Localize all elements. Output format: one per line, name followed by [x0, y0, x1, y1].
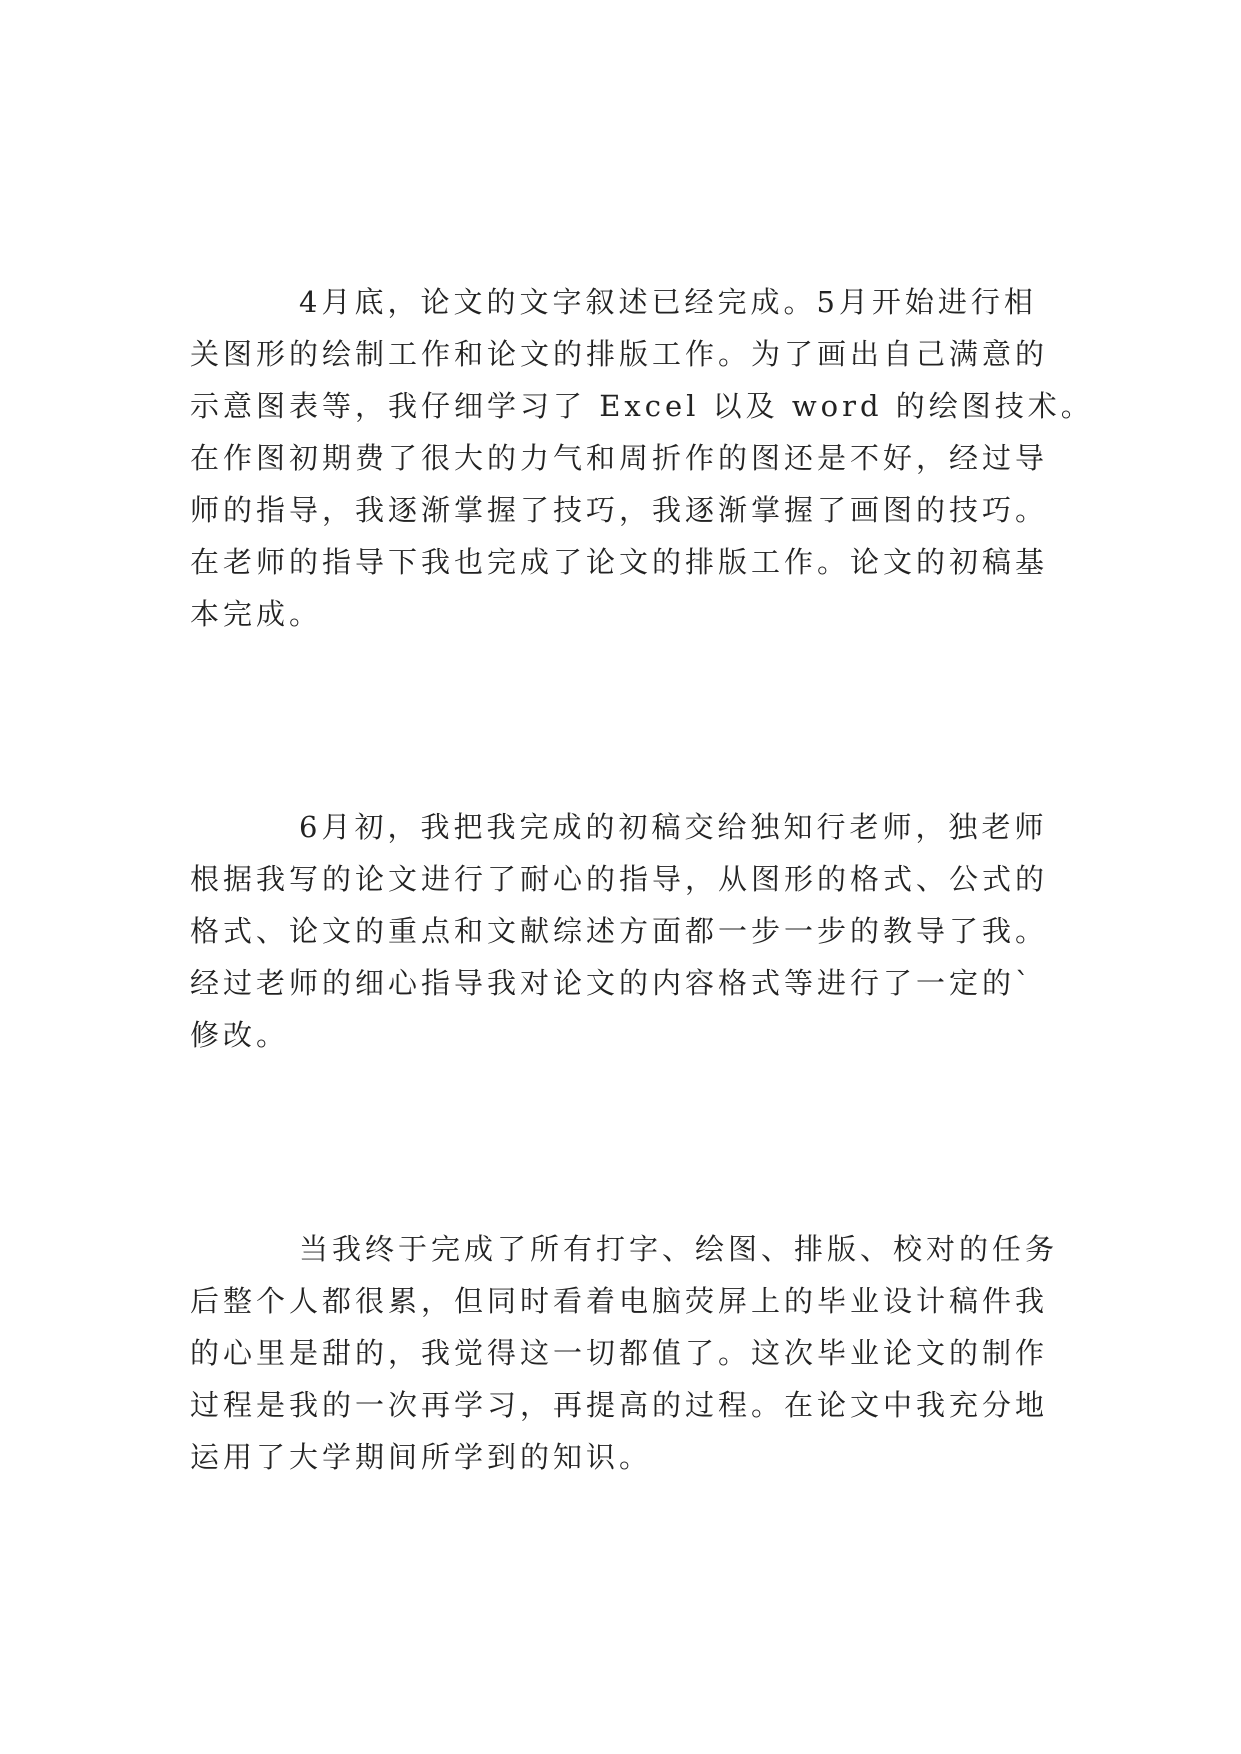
paragraph-line: 6月初，我把我完成的初稿交给独知行老师，独老师	[299, 810, 1048, 844]
paragraph-line: 在老师的指导下我也完成了论文的排版工作。论文的初稿基	[190, 545, 1049, 579]
paragraph-line: 根据我写的论文进行了耐心的指导，从图形的格式、公式的	[190, 862, 1049, 896]
paragraph-line: 的心里是甜的，我觉得这一切都值了。这次毕业论文的制作	[190, 1336, 1049, 1370]
paragraph-line: 师的指导，我逐渐掌握了技巧，我逐渐掌握了画图的技巧。	[190, 493, 1049, 527]
paragraph-line: 运用了大学期间所学到的知识。	[190, 1440, 653, 1474]
paragraph-line: 关图形的绘制工作和论文的排版工作。为了画出自己满意的	[190, 337, 1049, 371]
paragraph-line: 4月底，论文的文字叙述已经完成。5月开始进行相	[299, 285, 1037, 319]
paragraph-line: 过程是我的一次再学习，再提高的过程。在论文中我充分地	[190, 1388, 1049, 1422]
paragraph-line: 格式、论文的重点和文献综述方面都一步一步的教导了我。	[190, 914, 1049, 948]
paragraph-line: 本完成。	[190, 597, 323, 631]
paragraph-line: 示意图表等，我仔细学习了 Excel 以及 word 的绘图技术。	[190, 389, 1094, 423]
paragraph-line: 在作图初期费了很大的力气和周折作的图还是不好，经过导	[190, 441, 1049, 475]
paragraph-line: 修改。	[190, 1018, 290, 1052]
paragraph-line: 当我终于完成了所有打字、绘图、排版、校对的任务	[299, 1232, 1059, 1266]
paragraph-line: 经过老师的细心指导我对论文的内容格式等进行了一定的`	[190, 966, 1034, 1000]
paragraph-line: 后整个人都很累，但同时看着电脑荧屏上的毕业设计稿件我	[190, 1284, 1049, 1318]
